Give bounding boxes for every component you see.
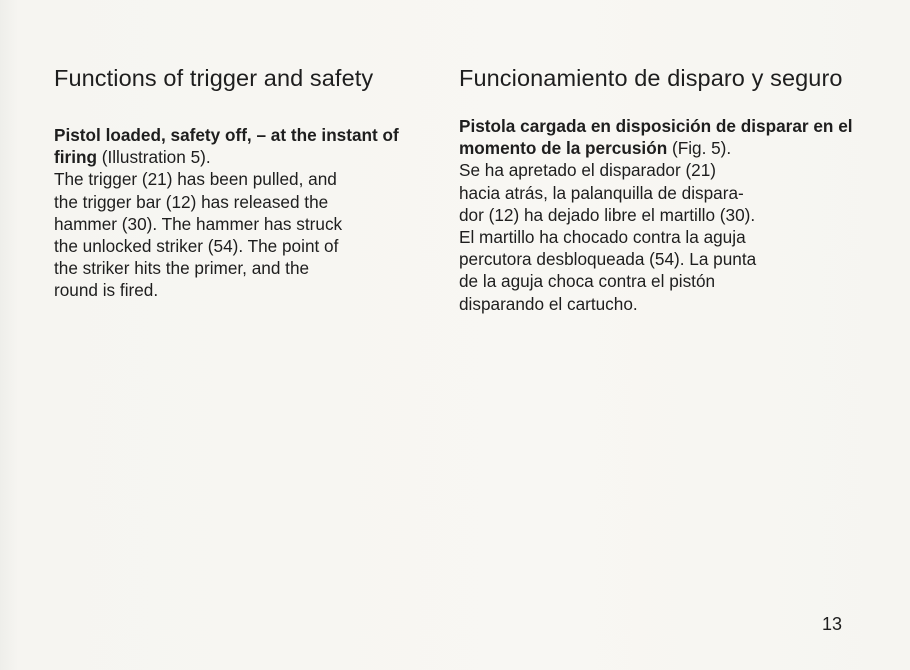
english-line: the trigger bar (12) has released the [54,191,329,212]
spanish-line: de la aguja choca contra el pistón [459,271,716,292]
spanish-subheading-ref: (Fig. 5). [667,138,732,159]
english-subheading-ref: (Illustration 5). [96,147,211,168]
english-line: hammer (30). The hammer has struck [54,213,343,234]
english-line: the striker hits the primer, and the [54,258,310,279]
page-number: 13 [822,614,843,634]
spanish-line: El martillo ha chocado contra la aguja [459,227,746,248]
spanish-column [459,64,859,315]
spanish-line: dor (12) ha dejado libre el martillo (30). [459,204,756,225]
spanish-heading: Funcionamiento de disparo y seguro [459,65,843,91]
english-subheading: Pistol loaded, safety off, – at the instant of firing [54,125,399,168]
spanish-line: Se ha apretado el disparador (21) [459,160,717,181]
english-heading: Functions of trigger and safety [54,65,374,91]
spanish-body [459,115,859,315]
english-line: the unlocked striker (54). The point of [54,236,339,257]
english-line: The trigger (21) has been pulled, and [54,169,337,190]
english-line: round is fired. [54,280,159,301]
spanish-line: hacia atrás, la palanquilla de dispara- [459,182,744,203]
spanish-subheading: Pistola cargada en disposición de disparar en el momento de la percusión [459,116,853,159]
spanish-line: percutora desbloqueada (54). La punta [459,249,757,270]
english-column [54,64,434,302]
english-body [54,124,434,302]
spanish-line: disparando el cartucho. [459,293,638,314]
